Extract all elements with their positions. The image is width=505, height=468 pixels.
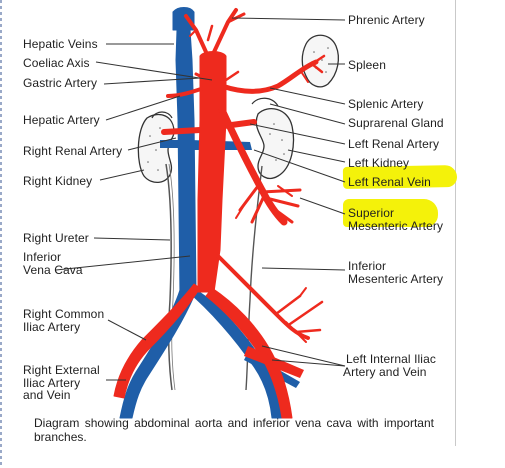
label-ivc-2: Vena Cava <box>23 263 83 277</box>
spleen-shape <box>302 35 338 87</box>
right-renal-artery-shape <box>164 130 200 132</box>
leader-phrenic <box>232 18 345 20</box>
label-left-renal-artery: Left Renal Artery <box>348 137 440 151</box>
label-right-external-iliac-2: Iliac Artery <box>23 376 81 390</box>
label-left-renal-vein: Left Renal Vein <box>348 175 431 189</box>
ima-branch-2 <box>290 302 322 324</box>
sma-branch-6 <box>236 202 246 218</box>
right-common-iliac-artery <box>114 284 200 398</box>
label-splenic-artery: Splenic Artery <box>348 97 424 111</box>
label-left-internal-iliac-2: Artery and Vein <box>343 365 427 379</box>
sma-branch-1 <box>262 190 300 192</box>
leader-coeliac <box>96 62 212 80</box>
label-spleen: Spleen <box>348 58 386 72</box>
diagram-caption: Diagram showing abdominal aorta and inferior vena cava with important branches. <box>34 416 434 444</box>
label-hepatic-artery: Hepatic Artery <box>23 113 100 127</box>
leader-hepatic-artery <box>106 96 180 120</box>
ima-branch-3 <box>296 330 320 332</box>
phrenic-artery-left <box>214 10 236 52</box>
ima-branch-5 <box>300 288 306 296</box>
label-gastric-artery: Gastric Artery <box>23 76 98 90</box>
label-superior-mesenteric-2: Mesenteric Artery <box>348 219 444 233</box>
leader-right-common-iliac <box>108 320 146 340</box>
hepatic-vein-top <box>173 8 194 31</box>
right-ureter-shape <box>166 164 172 390</box>
leader-inferior-mesenteric <box>262 268 345 270</box>
label-ivc-1: Inferior <box>23 250 62 264</box>
ima-branch-1 <box>276 296 300 314</box>
leader-left-kidney <box>288 150 345 162</box>
label-right-external-iliac-3: and Vein <box>23 388 71 402</box>
right-kidney-shape <box>138 114 174 182</box>
label-coeliac-axis: Coeliac Axis <box>23 56 90 70</box>
label-phrenic-artery: Phrenic Artery <box>348 13 425 27</box>
label-hepatic-veins: Hepatic Veins <box>23 37 98 51</box>
splenic-artery-shape <box>222 62 316 91</box>
label-inferior-mesenteric-2: Mesenteric Artery <box>348 272 444 286</box>
leader-right-kidney <box>100 170 144 180</box>
label-right-kidney: Right Kidney <box>23 174 93 188</box>
label-superior-mesenteric-1: Superior <box>348 206 395 220</box>
label-right-renal-artery: Right Renal Artery <box>23 144 123 158</box>
label-right-common-iliac-1: Right Common <box>23 307 105 321</box>
leader-right-ureter <box>94 238 170 240</box>
label-suprarenal-gland: Suprarenal Gland <box>348 116 444 130</box>
label-right-external-iliac-1: Right External <box>23 363 100 377</box>
label-left-kidney: Left Kidney <box>348 156 410 170</box>
label-inferior-mesenteric-1: Inferior <box>348 259 387 273</box>
phrenic-artery-right-2 <box>190 30 196 36</box>
phrenic-artery-right-3 <box>208 26 212 40</box>
leader-splenic <box>270 88 345 104</box>
label-left-internal-iliac-1: Left Internal Iliac <box>346 352 436 366</box>
leader-superior-mesenteric <box>300 198 345 214</box>
hepatic-branch-small <box>226 72 238 80</box>
label-right-common-iliac-2: Iliac Artery <box>23 320 81 334</box>
label-right-ureter: Right Ureter <box>23 231 89 245</box>
